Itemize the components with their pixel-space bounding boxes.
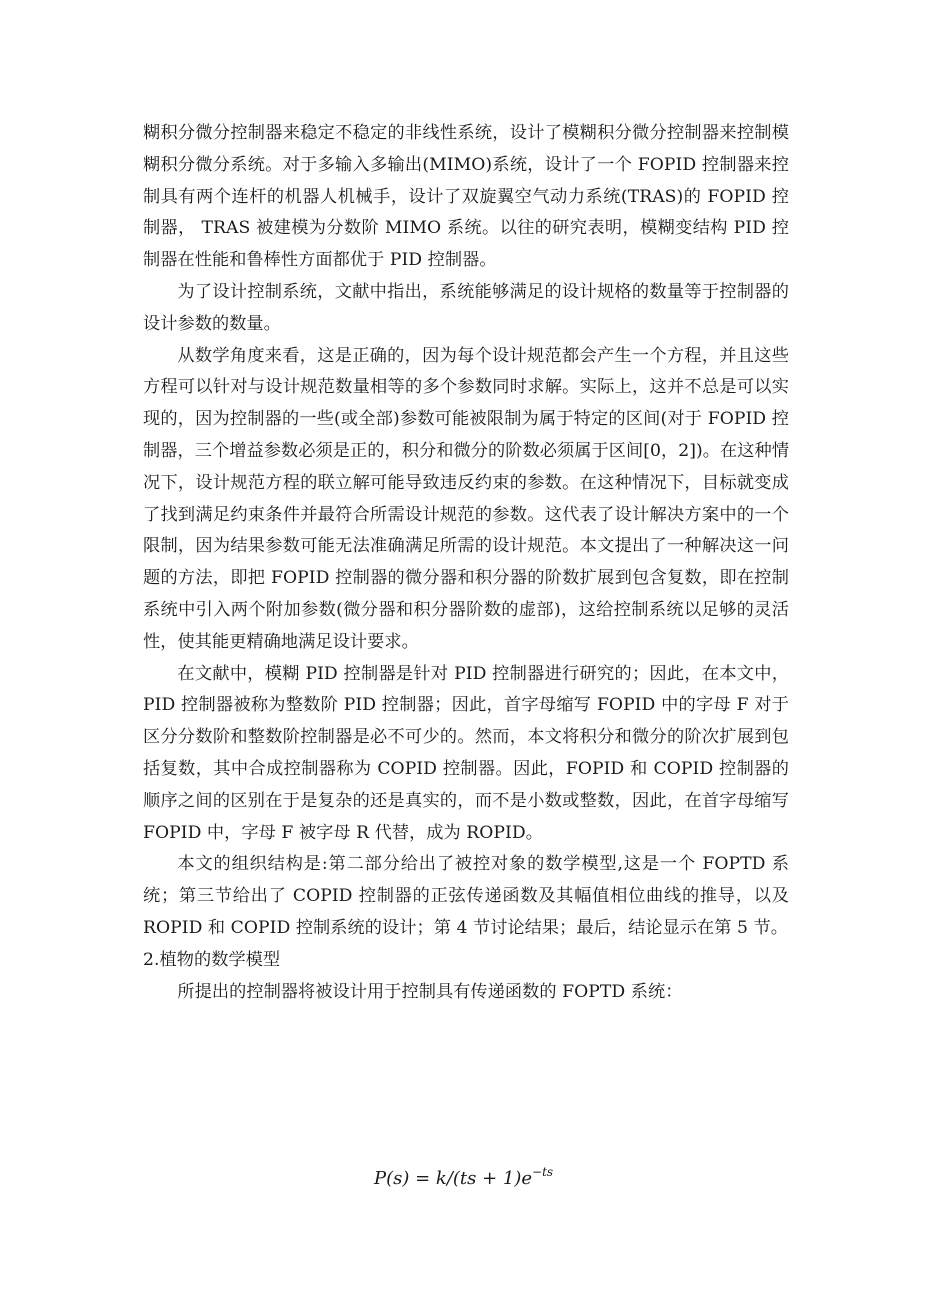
paragraph-naming: 在文献中，模糊 PID 控制器是针对 PID 控制器进行研究的；因此，在本文中，PID 控制器被称为整数阶 PID 控制器；因此，首字母缩写 FOPID 中的字母 F 对于区分分数阶和整数阶控制器是必不可少的。然而，本文将积分和微分的阶次扩展到包括复数，其中合成控制器称为 COPID 控制器。因此，FOPID 和 COPID 控制器的顺序之间的区别在于是复杂的还是真实的，而不是小数或整数，因此，在首字母缩写 FOPID 中，字母 F 被字母 R 代替，成为 ROPID。 [143, 663, 789, 843]
paragraph-math-perspective: 从数学角度来看，这是正确的，因为每个设计规范都会产生一个方程，并且这些方程可以针对与设计规范数量相等的多个参数同时求解。实际上，这并不总是可以实现的，因为控制器的一些(或全部)参数可能被限制为属于特定的区间(对于 FOPID 控制器，三个增益参数必须是正的，积分和微分的阶数必须属于区间[0，2])。在这种情况下，设计规范方程的联立解可能导致违反约束的参数。在这种情况下，目标就变成了找到满足约束条件并最符合所需设计规范的参数。这代表了设计解决方案中的一个限制，因为结果参数可能无法准确满足所需的设计规范。本文提出了一种解决这一问题的方法，即把 FOPID 控制器的微分器和积分器的阶数扩展到包含复数，即在控制系统中引入两个附加参数(微分器和积分器阶数的虚部)，这给控制系统以足够的灵活性，使其能更精确地满足设计要求。 [143, 345, 789, 652]
paragraph-organization: 本文的组织结构是:第二部分给出了被控对象的数学模型,这是一个 FOPTD 系统；第三节给出了 COPID 控制器的正弦传递函数及其幅值相位曲线的推导，以及 ROPID 和 COPID 控制系统的设计；第 4 节讨论结果；最后，结论显示在第 5 节。 [143, 854, 789, 938]
body-text [143, 118, 789, 1008]
equation-exponent: −ts [532, 1165, 554, 1179]
paragraph-continuation: 糊积分微分控制器来稳定不稳定的非线性系统，设计了模糊积分微分控制器来控制模糊积分微分系统。对于多输入多输出(MIMO)系统，设计了一个 FOPID 控制器来控制具有两个连杆的机器人机械手，设计了双旋翼空气动力系统(TRAS)的 FOPID 控制器， TRAS 被建模为分数阶 MIMO 系统。以往的研究表明，模糊变结构 PID 控制器在性能和鲁棒性方面都优于 PID 控制器。 [143, 123, 789, 271]
section-heading: 2.植物的数学模型 [143, 949, 281, 970]
transfer-function-equation [374, 1166, 553, 1192]
paragraph-design-specs: 为了设计控制系统，文献中指出，系统能够满足的设计规格的数量等于控制器的设计参数的数量。 [143, 281, 789, 334]
section-intro: 所提出的控制器将被设计用于控制具有传递函数的 FOPTD 系统： [177, 981, 683, 1002]
equation-body: P(s) = k/(ts + 1)e [374, 1168, 533, 1189]
